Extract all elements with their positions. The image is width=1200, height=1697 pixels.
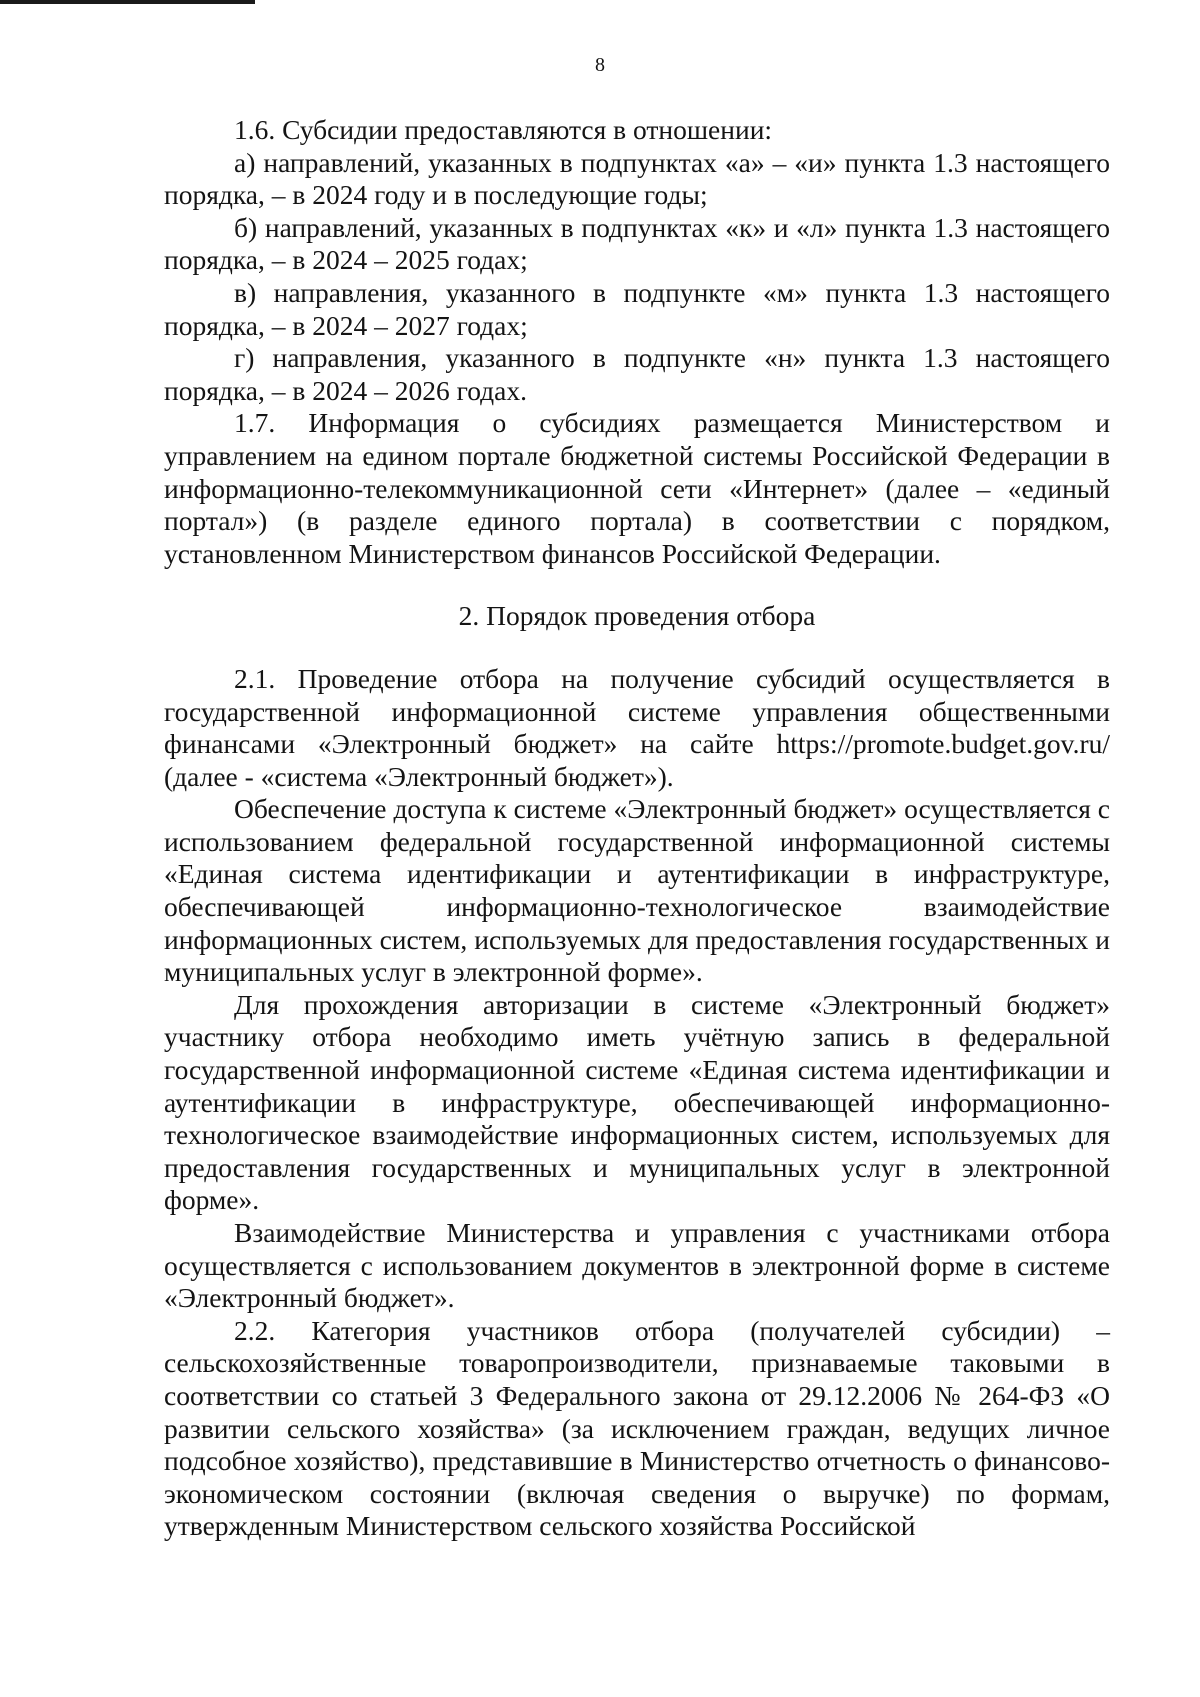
paragraph-1-6-g: г) направления, указанного в подпункте «н» пункта 1.3 настоящего порядка, – в 2024 – 2026 годах. (164, 342, 1110, 406)
paragraph-1-6-a: а) направлений, указанных в подпунктах «а» – «и» пункта 1.3 настоящего порядка, – в 2024 году и в последующие годы; (164, 146, 1110, 211)
paragraph-1-7: 1.7. Информация о субсидиях размещается Министерством и управлением на едином портале бюджетной системы Российской Федерации в информационно-телекоммуникационной сети «Интернет» (далее – «единый портал») (в разделе единого портала) в соответствии с порядком, установленном Министерством финансов Российской Федерации. (164, 407, 1110, 569)
paragraph-access: Обеспечение доступа к системе «Электронный бюджет» осуществляется с использованием федеральной государственной информационной системы «Единая система идентификации и аутентификации в инфраструктуре, обеспечивающей информационно-технологическое взаимодействие информационных систем, используемых для предоставления государственных и муниципальных услуг в электронной форме». (164, 793, 1110, 988)
section-heading: 2. Порядок проведения отбора (458, 600, 816, 632)
document-body (164, 114, 1110, 1543)
paragraph-interaction: Взаимодействие Министерства и управления с участниками отбора осуществляется с использованием документов в электронной форме в системе «Электронный бюджет». (164, 1217, 1110, 1314)
paragraph-1-6-b: б) направлений, указанных в подпунктах «к» и «л» пункта 1.3 настоящего порядка, – в 2024 – 2025 годах; (164, 211, 1110, 276)
paragraph-authorization: Для прохождения авторизации в системе «Электронный бюджет» участнику отбора необходимо иметь учётную запись в федеральной государственной информационной системе «Единая система идентификации и аутентификации в инфраструктуре, обеспечивающей информационно-технологическое взаимодействие информационных систем, используемых для предоставления государственных и муниципальных услуг в электронной форме». (164, 988, 1110, 1216)
paragraph-2-2: 2.2. Категория участников отбора (получателей субсидии) – сельскохозяйственные товаропроизводители, признаваемые таковыми в соответствии со статьей 3 Федерального закона от 29.12.2006 № 264-ФЗ «О развитии сельского хозяйства» (за исключением граждан, ведущих личное подсобное хозяйство), представившие в Министерство отчетность о финансово-экономическом состоянии (включая сведения о выручке) по формам, утвержденным Министерством сельского хозяйства Российской (164, 1314, 1110, 1542)
paragraph-1-6: 1.6. Субсидии предоставляются в отношении: (234, 114, 773, 145)
paragraph-2-1: 2.1. Проведение отбора на получение субсидий осуществляется в государственной информационной системе управления общественными финансами «Электронный бюджет» на сайте https://promote.budget.gov.ru/ (далее - «система «Электронный бюджет»). (164, 662, 1110, 792)
paragraph-1-6-v: в) направления, указанного в подпункте «м» пункта 1.3 настоящего порядка, – в 2024 – 2027 годах; (164, 276, 1110, 341)
page-number: 8 (595, 54, 605, 76)
top-scan-rule (0, 0, 255, 4)
